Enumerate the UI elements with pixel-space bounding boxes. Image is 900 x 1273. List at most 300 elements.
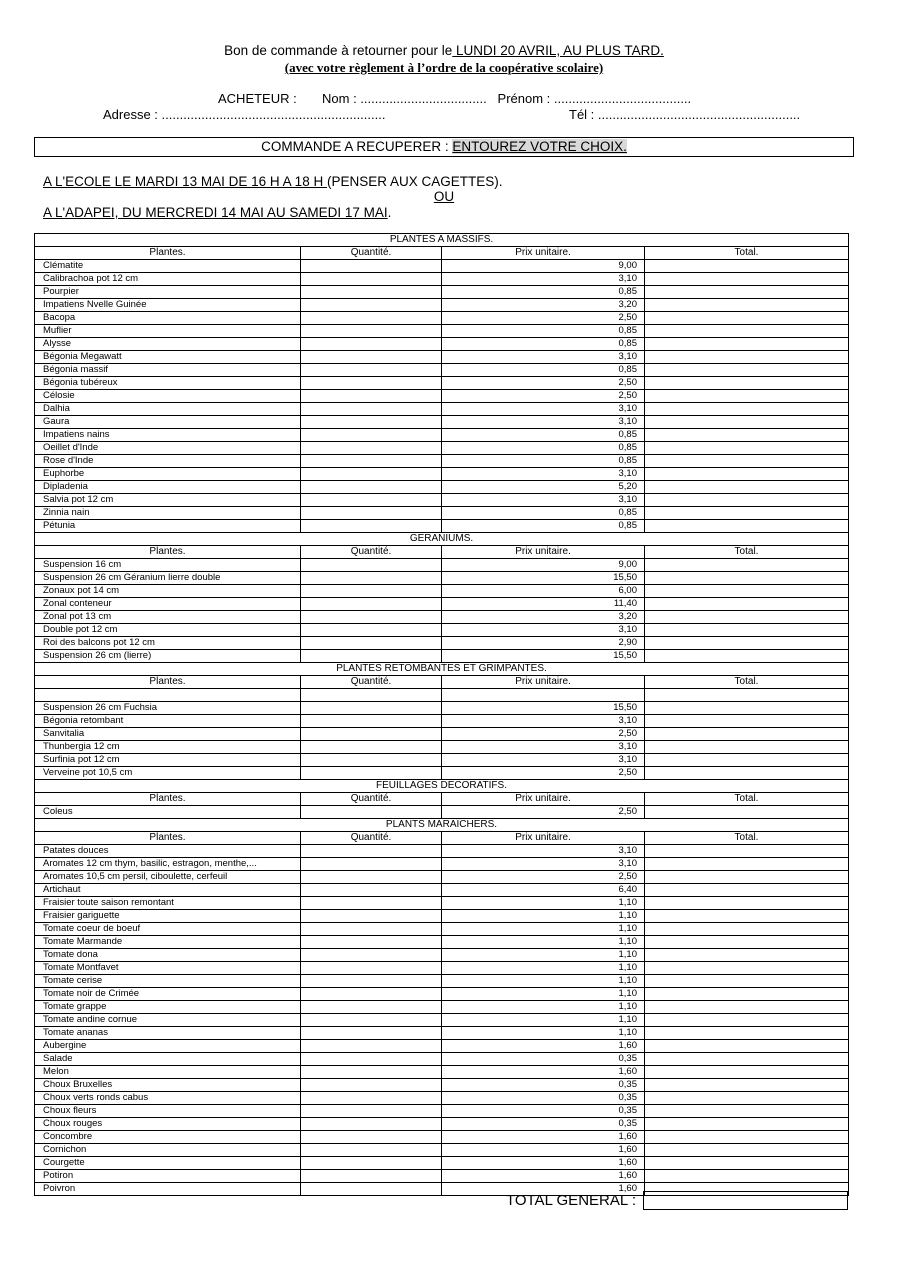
unit-price: 11,40 [442, 598, 645, 611]
column-header-row [35, 793, 849, 806]
quantity-cell[interactable] [301, 559, 442, 572]
unit-price: 1,10 [442, 910, 645, 923]
total-cell[interactable] [645, 1079, 849, 1092]
unit-price: 0,35 [442, 1118, 645, 1131]
column-header-row [35, 832, 849, 845]
column-header-total: Total. [645, 676, 849, 689]
quantity-cell[interactable] [301, 1092, 442, 1105]
plant-name: Tomate Marmande [35, 936, 301, 949]
table-row [35, 1157, 849, 1170]
plant-name: Sanvitalia [35, 728, 301, 741]
total-cell[interactable] [645, 871, 849, 884]
unit-price: 3,10 [442, 403, 645, 416]
quantity-cell[interactable] [301, 390, 442, 403]
quantity-cell[interactable] [301, 1066, 442, 1079]
table-row [35, 1092, 849, 1105]
total-cell[interactable] [645, 1105, 849, 1118]
plant-name: Fraisier gariguette [35, 910, 301, 923]
plant-name: Tomate noir de Crimée [35, 988, 301, 1001]
unit-price: 5,20 [442, 481, 645, 494]
section-title-row [35, 819, 849, 832]
quantity-cell[interactable] [301, 416, 442, 429]
quantity-cell[interactable] [301, 377, 442, 390]
quantity-cell[interactable] [301, 572, 442, 585]
pickup-option-adapei-end: . [387, 205, 392, 220]
unit-price: 0,35 [442, 1105, 645, 1118]
quantity-cell[interactable] [301, 507, 442, 520]
total-cell[interactable] [645, 325, 849, 338]
quantity-cell[interactable] [301, 923, 442, 936]
pickup-option-school-note: (PENSER AUX CAGETTES). [326, 174, 503, 189]
column-header-quantity: Quantité. [301, 832, 442, 845]
total-cell[interactable] [645, 507, 849, 520]
plant-name: Aromates 12 cm thym, basilic, estragon, menthe,... [35, 858, 301, 871]
quantity-cell[interactable] [301, 845, 442, 858]
unit-price: 1,60 [442, 1183, 645, 1196]
table-row [35, 767, 849, 780]
unit-price: 0,85 [442, 325, 645, 338]
quantity-cell[interactable] [301, 260, 442, 273]
quantity-cell[interactable] [301, 988, 442, 1001]
quantity-cell[interactable] [301, 1001, 442, 1014]
plant-name: Tomate Montfavet [35, 962, 301, 975]
quantity-cell[interactable] [301, 884, 442, 897]
column-header-total: Total. [645, 247, 849, 260]
column-header-unit-price: Prix unitaire. [442, 676, 645, 689]
plant-name: Rose d'Inde [35, 455, 301, 468]
unit-price: 0,85 [442, 507, 645, 520]
unit-price: 1,10 [442, 897, 645, 910]
total-cell[interactable] [645, 858, 849, 871]
table-row [35, 286, 849, 299]
buyer-name-line[interactable]: ACHETEUR : Nom : ................................... Prénom : ...................................... [218, 91, 692, 106]
total-cell[interactable] [645, 637, 849, 650]
total-general-label: TOTAL GENERAL : [505, 1192, 636, 1209]
total-cell[interactable] [645, 1092, 849, 1105]
plant-name: Aubergine [35, 1040, 301, 1053]
total-cell[interactable] [645, 988, 849, 1001]
section-title-row [35, 780, 849, 793]
unit-price: 1,10 [442, 1014, 645, 1027]
plant-name: Bégonia retombant [35, 715, 301, 728]
total-cell[interactable] [645, 624, 849, 637]
quantity-cell[interactable] [301, 1157, 442, 1170]
plant-name: Roi des balcons pot 12 cm [35, 637, 301, 650]
pickup-or: OU [433, 189, 455, 204]
plant-name: Potiron [35, 1170, 301, 1183]
total-cell[interactable] [645, 429, 849, 442]
table-row [35, 572, 849, 585]
column-header-unit-price: Prix unitaire. [442, 546, 645, 559]
total-cell[interactable] [645, 1066, 849, 1079]
quantity-cell[interactable] [301, 585, 442, 598]
table-row [35, 936, 849, 949]
column-header-plants: Plantes. [35, 793, 301, 806]
total-cell[interactable] [645, 702, 849, 715]
total-cell[interactable] [645, 598, 849, 611]
total-cell[interactable] [645, 312, 849, 325]
table-row [35, 1118, 849, 1131]
total-cell[interactable] [645, 845, 849, 858]
table-row [35, 715, 849, 728]
quantity-cell[interactable] [301, 936, 442, 949]
quantity-cell[interactable] [301, 728, 442, 741]
total-cell[interactable] [645, 754, 849, 767]
quantity-cell[interactable] [301, 611, 442, 624]
plant-name: Cornichon [35, 1144, 301, 1157]
table-row [35, 728, 849, 741]
unit-price: 3,10 [442, 468, 645, 481]
plant-name [35, 689, 301, 702]
unit-price: 0,85 [442, 520, 645, 533]
unit-price: 3,20 [442, 299, 645, 312]
quantity-cell[interactable] [301, 598, 442, 611]
total-cell[interactable] [645, 1144, 849, 1157]
unit-price: 3,10 [442, 416, 645, 429]
table-row [35, 1170, 849, 1183]
column-header-plants: Plantes. [35, 546, 301, 559]
table-row [35, 377, 849, 390]
section-title: GERANIUMS. [35, 533, 849, 546]
quantity-cell[interactable] [301, 468, 442, 481]
payment-note: (avec votre règlement à l’ordre de la coopérative scolaire) [284, 60, 604, 75]
total-cell[interactable] [645, 1131, 849, 1144]
quantity-cell[interactable] [301, 962, 442, 975]
quantity-cell[interactable] [301, 1118, 442, 1131]
unit-price: 1,10 [442, 988, 645, 1001]
quantity-cell[interactable] [301, 286, 442, 299]
plant-name: Clématite [35, 260, 301, 273]
total-cell[interactable] [645, 1053, 849, 1066]
deadline-date: LUNDI 20 AVRIL, AU PLUS TARD. [452, 43, 664, 58]
plant-name: Choux fleurs [35, 1105, 301, 1118]
table-row [35, 351, 849, 364]
plant-name: Gaura [35, 416, 301, 429]
unit-price: 1,10 [442, 975, 645, 988]
total-cell[interactable] [645, 689, 849, 702]
table-row [35, 494, 849, 507]
total-cell[interactable] [645, 338, 849, 351]
plant-name: Patates douces [35, 845, 301, 858]
total-cell[interactable] [645, 1157, 849, 1170]
plant-name: Tomate cerise [35, 975, 301, 988]
total-cell[interactable] [645, 494, 849, 507]
unit-price: 2,90 [442, 637, 645, 650]
plant-name: Aromates 10,5 cm persil, ciboulette, cerfeuil [35, 871, 301, 884]
quantity-cell[interactable] [301, 338, 442, 351]
plant-name: Euphorbe [35, 468, 301, 481]
total-cell[interactable] [645, 715, 849, 728]
unit-price: 1,10 [442, 1027, 645, 1040]
unit-price: 0,85 [442, 429, 645, 442]
unit-price [442, 689, 645, 702]
plant-name: Choux rouges [35, 1118, 301, 1131]
table-row [35, 611, 849, 624]
total-cell[interactable] [645, 923, 849, 936]
pickup-option-adapei[interactable] [43, 205, 391, 220]
total-cell[interactable] [645, 962, 849, 975]
table-row [35, 975, 849, 988]
plant-name: Double pot 12 cm [35, 624, 301, 637]
plant-name: Suspension 26 cm Géranium lierre double [35, 572, 301, 585]
plant-name: Oeillet d'Inde [35, 442, 301, 455]
total-cell[interactable] [645, 741, 849, 754]
quantity-cell[interactable] [301, 403, 442, 416]
section-title: FEUILLAGES DECORATIFS. [35, 780, 849, 793]
table-row [35, 507, 849, 520]
plant-name: Choux Bruxelles [35, 1079, 301, 1092]
plant-name: Bégonia Megawatt [35, 351, 301, 364]
total-cell[interactable] [645, 416, 849, 429]
quantity-cell[interactable] [301, 715, 442, 728]
total-cell[interactable] [645, 897, 849, 910]
section-title-row [35, 234, 849, 247]
total-cell[interactable] [645, 611, 849, 624]
plant-name: Alysse [35, 338, 301, 351]
total-cell[interactable] [645, 767, 849, 780]
table-row [35, 988, 849, 1001]
quantity-cell[interactable] [301, 481, 442, 494]
quantity-cell[interactable] [301, 767, 442, 780]
column-header-unit-price: Prix unitaire. [442, 247, 645, 260]
total-cell[interactable] [645, 1118, 849, 1131]
unit-price: 15,50 [442, 572, 645, 585]
column-header-quantity: Quantité. [301, 546, 442, 559]
total-cell[interactable] [645, 468, 849, 481]
plant-name: Tomate dona [35, 949, 301, 962]
total-cell[interactable] [645, 520, 849, 533]
table-row [35, 910, 849, 923]
table-row [35, 1079, 849, 1092]
unit-price: 1,60 [442, 1040, 645, 1053]
total-cell[interactable] [645, 936, 849, 949]
column-header-plants: Plantes. [35, 832, 301, 845]
unit-price: 6,00 [442, 585, 645, 598]
quantity-cell[interactable] [301, 520, 442, 533]
plant-name: Surfinia pot 12 cm [35, 754, 301, 767]
pickup-option-school-date: A L'ECOLE LE MARDI 13 MAI DE 16 H A 18 H [43, 174, 327, 189]
plant-name: Coleus [35, 806, 301, 819]
total-cell[interactable] [645, 884, 849, 897]
unit-price: 9,00 [442, 260, 645, 273]
plant-name: Muflier [35, 325, 301, 338]
quantity-cell[interactable] [301, 1079, 442, 1092]
quantity-cell[interactable] [301, 910, 442, 923]
quantity-cell[interactable] [301, 1131, 442, 1144]
total-cell[interactable] [645, 286, 849, 299]
unit-price: 2,50 [442, 390, 645, 403]
plant-name: Pétunia [35, 520, 301, 533]
total-cell[interactable] [645, 351, 849, 364]
pickup-option-adapei-date: A L'ADAPEI, DU MERCREDI 14 MAI AU SAMEDI 17 MAI [43, 205, 388, 220]
unit-price: 2,50 [442, 871, 645, 884]
total-cell[interactable] [645, 299, 849, 312]
quantity-cell[interactable] [301, 754, 442, 767]
plant-name: Bacopa [35, 312, 301, 325]
total-cell[interactable] [645, 1014, 849, 1027]
quantity-cell[interactable] [301, 299, 442, 312]
unit-price: 1,10 [442, 962, 645, 975]
quantity-cell[interactable] [301, 1183, 442, 1196]
unit-price: 3,10 [442, 845, 645, 858]
column-header-plants: Plantes. [35, 247, 301, 260]
table-row [35, 871, 849, 884]
plant-name: Poivron [35, 1183, 301, 1196]
quantity-cell[interactable] [301, 858, 442, 871]
table-row [35, 364, 849, 377]
total-cell[interactable] [645, 1040, 849, 1053]
total-cell[interactable] [645, 806, 849, 819]
unit-price: 2,50 [442, 806, 645, 819]
column-header-row [35, 546, 849, 559]
table-row [35, 754, 849, 767]
total-cell[interactable] [645, 1170, 849, 1183]
table-row [35, 923, 849, 936]
plant-name: Bégonia massif [35, 364, 301, 377]
total-cell[interactable] [645, 442, 849, 455]
quantity-cell[interactable] [301, 312, 442, 325]
table-row [35, 845, 849, 858]
order-deadline-line [0, 43, 888, 58]
plant-name: Salvia pot 12 cm [35, 494, 301, 507]
total-cell[interactable] [645, 728, 849, 741]
unit-price: 3,10 [442, 624, 645, 637]
plant-name: Tomate grappe [35, 1001, 301, 1014]
table-row [35, 520, 849, 533]
quantity-cell[interactable] [301, 1053, 442, 1066]
plant-name: Célosie [35, 390, 301, 403]
quantity-cell[interactable] [301, 1027, 442, 1040]
plant-name: Fraisier toute saison remontant [35, 897, 301, 910]
column-header-quantity: Quantité. [301, 793, 442, 806]
total-cell[interactable] [645, 572, 849, 585]
unit-price: 3,20 [442, 611, 645, 624]
unit-price: 3,10 [442, 715, 645, 728]
total-cell[interactable] [645, 390, 849, 403]
quantity-cell[interactable] [301, 624, 442, 637]
quantity-cell[interactable] [301, 494, 442, 507]
quantity-cell[interactable] [301, 975, 442, 988]
quantity-cell[interactable] [301, 689, 442, 702]
total-cell[interactable] [645, 975, 849, 988]
unit-price: 0,85 [442, 442, 645, 455]
deadline-prefix: Bon de commande à retourner pour le [224, 43, 453, 58]
quantity-cell[interactable] [301, 455, 442, 468]
section-title-row [35, 533, 849, 546]
quantity-cell[interactable] [301, 637, 442, 650]
quantity-cell[interactable] [301, 351, 442, 364]
quantity-cell[interactable] [301, 429, 442, 442]
total-cell[interactable] [645, 403, 849, 416]
plant-name: Bégonia tubéreux [35, 377, 301, 390]
unit-price: 1,60 [442, 1066, 645, 1079]
total-cell[interactable] [645, 260, 849, 273]
table-row [35, 559, 849, 572]
table-row [35, 741, 849, 754]
unit-price: 3,10 [442, 351, 645, 364]
total-cell[interactable] [645, 273, 849, 286]
plant-name: Choux verts ronds cabus [35, 1092, 301, 1105]
table-row [35, 325, 849, 338]
total-cell[interactable] [645, 364, 849, 377]
plant-name: Impatiens nains [35, 429, 301, 442]
table-row [35, 806, 849, 819]
unit-price: 6,40 [442, 884, 645, 897]
quantity-cell[interactable] [301, 273, 442, 286]
unit-price: 1,10 [442, 936, 645, 949]
column-header-row [35, 247, 849, 260]
unit-price: 0,85 [442, 455, 645, 468]
quantity-cell[interactable] [301, 364, 442, 377]
quantity-cell[interactable] [301, 325, 442, 338]
unit-price: 1,60 [442, 1144, 645, 1157]
table-row [35, 338, 849, 351]
plant-name: Salade [35, 1053, 301, 1066]
quantity-cell[interactable] [301, 1014, 442, 1027]
total-general-field[interactable] [643, 1191, 848, 1210]
section-title: PLANTS MARAÎCHERS. [35, 819, 849, 832]
table-row [35, 312, 849, 325]
quantity-cell[interactable] [301, 442, 442, 455]
quantity-cell[interactable] [301, 806, 442, 819]
plant-name: Dalhia [35, 403, 301, 416]
total-cell[interactable] [645, 949, 849, 962]
quantity-cell[interactable] [301, 949, 442, 962]
total-cell[interactable] [645, 559, 849, 572]
buyer-phone-line[interactable]: Tél : ........................................................ [569, 107, 801, 122]
quantity-cell[interactable] [301, 1040, 442, 1053]
column-header-total: Total. [645, 793, 849, 806]
quantity-cell[interactable] [301, 1144, 442, 1157]
quantity-cell[interactable] [301, 1105, 442, 1118]
total-cell[interactable] [645, 585, 849, 598]
total-cell[interactable] [645, 910, 849, 923]
table-row [35, 1105, 849, 1118]
table-row [35, 299, 849, 312]
unit-price: 15,50 [442, 702, 645, 715]
quantity-cell[interactable] [301, 897, 442, 910]
quantity-cell[interactable] [301, 871, 442, 884]
table-row [35, 1131, 849, 1144]
table-row [35, 1001, 849, 1014]
quantity-cell[interactable] [301, 702, 442, 715]
pickup-option-school[interactable] [43, 174, 503, 189]
total-cell[interactable] [645, 455, 849, 468]
unit-price: 0,35 [442, 1092, 645, 1105]
total-cell[interactable] [645, 481, 849, 494]
section-title: PLANTES RETOMBANTES ET GRIMPANTES. [35, 663, 849, 676]
table-row [35, 273, 849, 286]
total-cell[interactable] [645, 377, 849, 390]
column-header-plants: Plantes. [35, 676, 301, 689]
column-header-unit-price: Prix unitaire. [442, 832, 645, 845]
table-row [35, 416, 849, 429]
table-row [35, 1144, 849, 1157]
unit-price: 15,50 [442, 650, 645, 663]
unit-price: 0,35 [442, 1079, 645, 1092]
unit-price: 0,35 [442, 1053, 645, 1066]
total-cell[interactable] [645, 1027, 849, 1040]
quantity-cell[interactable] [301, 1170, 442, 1183]
total-cell[interactable] [645, 1001, 849, 1014]
plant-name: Zinnia nain [35, 507, 301, 520]
table-row [35, 689, 849, 702]
quantity-cell[interactable] [301, 650, 442, 663]
table-row [35, 429, 849, 442]
buyer-address-line[interactable]: Adresse : .............................................................. [103, 107, 386, 122]
quantity-cell[interactable] [301, 741, 442, 754]
total-cell[interactable] [645, 650, 849, 663]
